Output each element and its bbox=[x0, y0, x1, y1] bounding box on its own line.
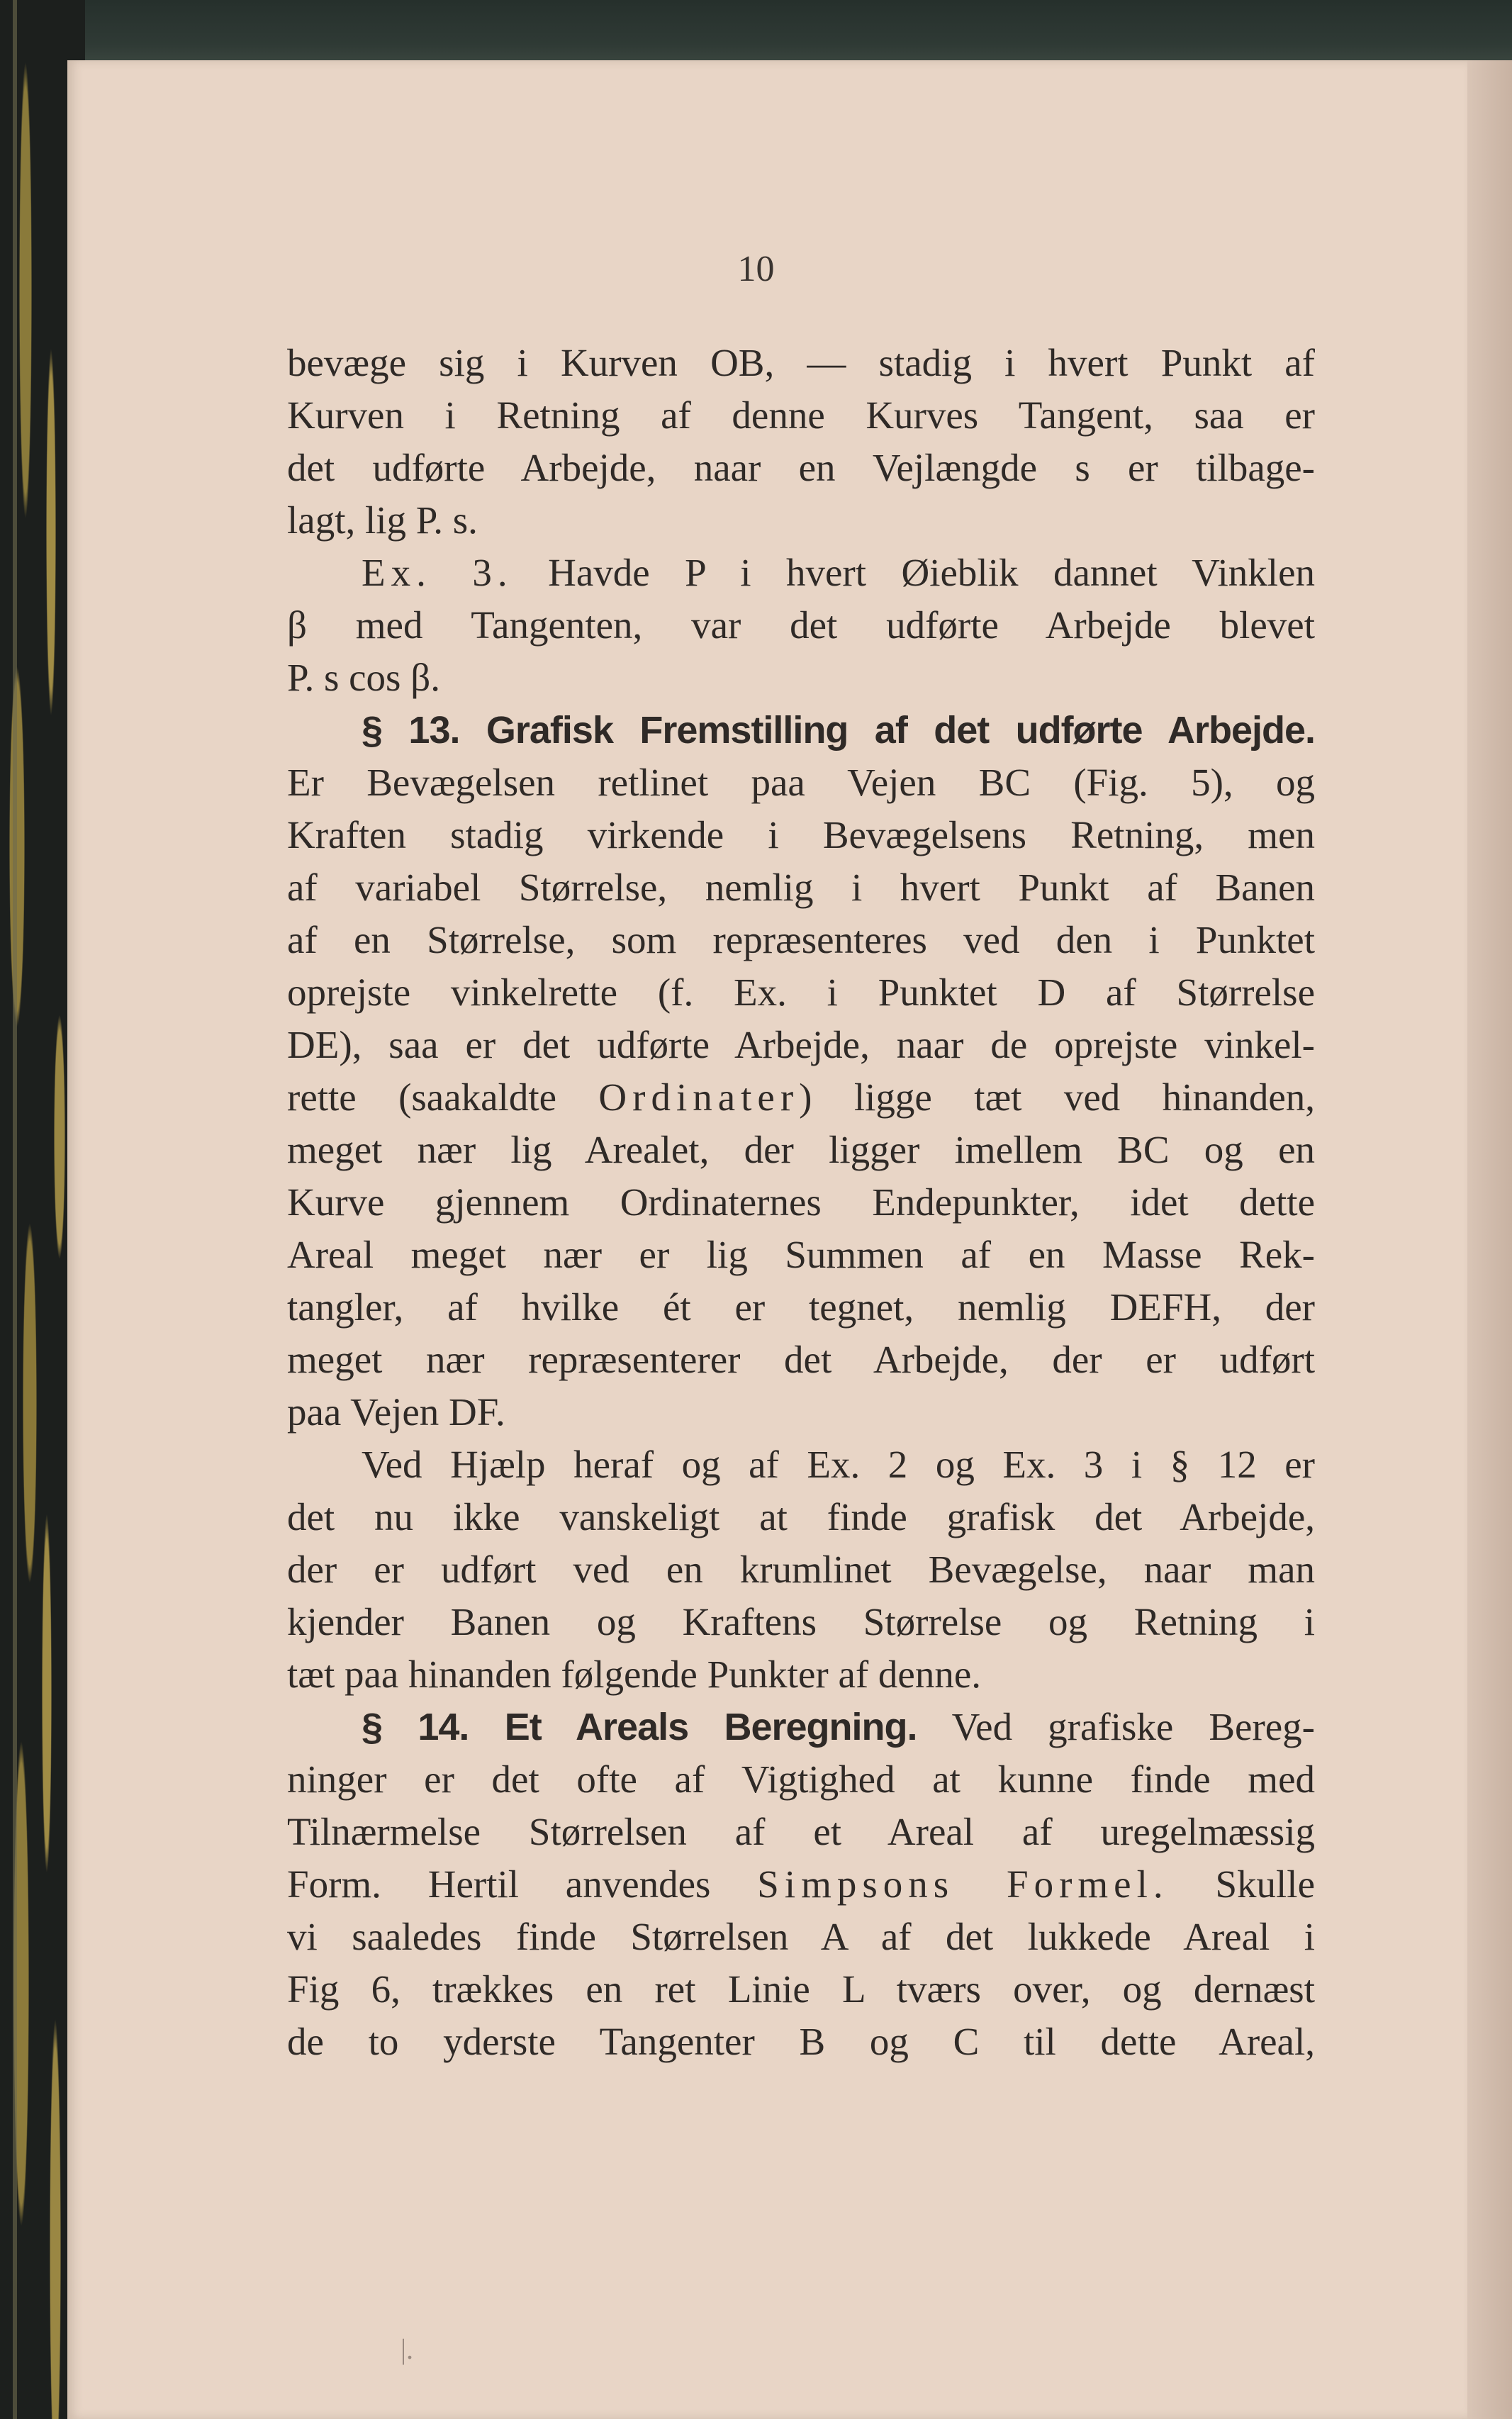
section-heading-text: § 13. Grafisk Fremstilling af det udførte Arbejde. bbox=[362, 709, 1315, 752]
text-fragment: rette (saakaldte bbox=[287, 1076, 557, 1119]
text-line: paa Vejen DF. bbox=[287, 1390, 505, 1434]
text-line: kjender Banen og Kraftens Størrelse og Retning i bbox=[287, 1600, 1315, 1643]
text-line: P. s cos β. bbox=[287, 656, 440, 699]
section-13-heading bbox=[287, 704, 1315, 756]
text-line: β med Tangenten, var det udførte Arbejde blevet bbox=[287, 603, 1315, 647]
text-line: tæt paa hinanden følgende Punkter af denne. bbox=[287, 1653, 981, 1696]
cover-spine-stripe bbox=[13, 0, 17, 2419]
text-line: vi saaledes finde Størrelsen A af det lukkede Areal i bbox=[287, 1915, 1315, 1958]
text-line: tangler, af hvilke ét er tegnet, nemlig DEFH, der bbox=[287, 1285, 1315, 1329]
text-line: det nu ikke vanskeligt at finde grafisk det Arbejde, bbox=[287, 1495, 1315, 1538]
text-line: Areal meget nær er lig Summen af en Masse Rek- bbox=[287, 1233, 1315, 1276]
text-line: Kurven i Retning af denne Kurves Tangent, saa er bbox=[287, 393, 1315, 437]
text-line: de to yderste Tangenter B og C til dette Areal, bbox=[287, 2020, 1315, 2063]
page-text bbox=[287, 337, 1315, 2068]
text-line: det udførte Arbejde, naar en Vejlængde s er tilbage- bbox=[287, 446, 1315, 489]
text-line bbox=[287, 1071, 1315, 1124]
section-heading-text: § 14. Et Areals Beregning. bbox=[362, 1706, 917, 1748]
text-line: Er Bevægelsen retlinet paa Vejen BC (Fig. 5), og bbox=[287, 761, 1315, 804]
page-number: 10 bbox=[737, 249, 775, 289]
text-line: oprejste vinkelrette (f. Ex. i Punktet D af Størrelse bbox=[287, 971, 1315, 1014]
text-line: bevæge sig i Kurven OB, — stadig i hvert Punkt af bbox=[287, 341, 1315, 384]
text-fragment: ) ligge tæt ved hinanden, bbox=[799, 1076, 1315, 1119]
text-line: Fig 6, trækkes en ret Linie L tværs over, og dernæst bbox=[287, 1967, 1315, 2011]
text-fragment: Skulle bbox=[1215, 1862, 1315, 1906]
text-line bbox=[287, 1858, 1315, 1911]
page-edge-shade bbox=[1467, 60, 1512, 2419]
text-line: ninger er det ofte af Vigtighed at kunne finde med bbox=[287, 1758, 1315, 1801]
example-3-line bbox=[287, 547, 1315, 599]
text-fragment: Ved grafiske Bereg- bbox=[951, 1705, 1315, 1748]
example-text: Havde P i hvert Øieblik dannet Vinklen bbox=[548, 551, 1315, 594]
text-line: meget nær lig Arealet, der ligger imellem BC og en bbox=[287, 1128, 1315, 1171]
example-label: Ex. 3. bbox=[362, 551, 513, 594]
spaced-term: Simpsons Formel. bbox=[757, 1862, 1169, 1906]
gutter-mark: |. bbox=[401, 2333, 414, 2365]
text-line: af variabel Størrelse, nemlig i hvert Punkt af Banen bbox=[287, 866, 1315, 909]
text-line: Kraften stadig virkende i Bevægelsens Retning, men bbox=[287, 813, 1315, 856]
text-line: Tilnærmelse Størrelsen af et Areal af uregelmæssig bbox=[287, 1810, 1315, 1853]
text-line: Ved Hjælp heraf og af Ex. 2 og Ex. 3 i § 12 er bbox=[362, 1443, 1315, 1486]
text-line: Kurve gjennem Ordinaternes Endepunkter, idet dette bbox=[287, 1180, 1315, 1224]
section-14-heading bbox=[287, 1701, 1315, 1753]
text-line: der er udført ved en krumlinet Bevægelse, naar man bbox=[287, 1548, 1315, 1591]
text-line: DE), saa er det udførte Arbejde, naar de oprejste vinkel- bbox=[287, 1023, 1315, 1066]
spaced-term: Ordinater bbox=[598, 1076, 800, 1119]
book-top-edge bbox=[0, 0, 1512, 64]
text-fragment: Form. Hertil anvendes bbox=[287, 1862, 711, 1906]
text-line: lagt, lig P. s. bbox=[287, 498, 478, 542]
text-line: af en Størrelse, som repræsenteres ved den i Punktet bbox=[287, 918, 1315, 961]
text-line: meget nær repræsenterer det Arbejde, der er udført bbox=[287, 1338, 1315, 1381]
